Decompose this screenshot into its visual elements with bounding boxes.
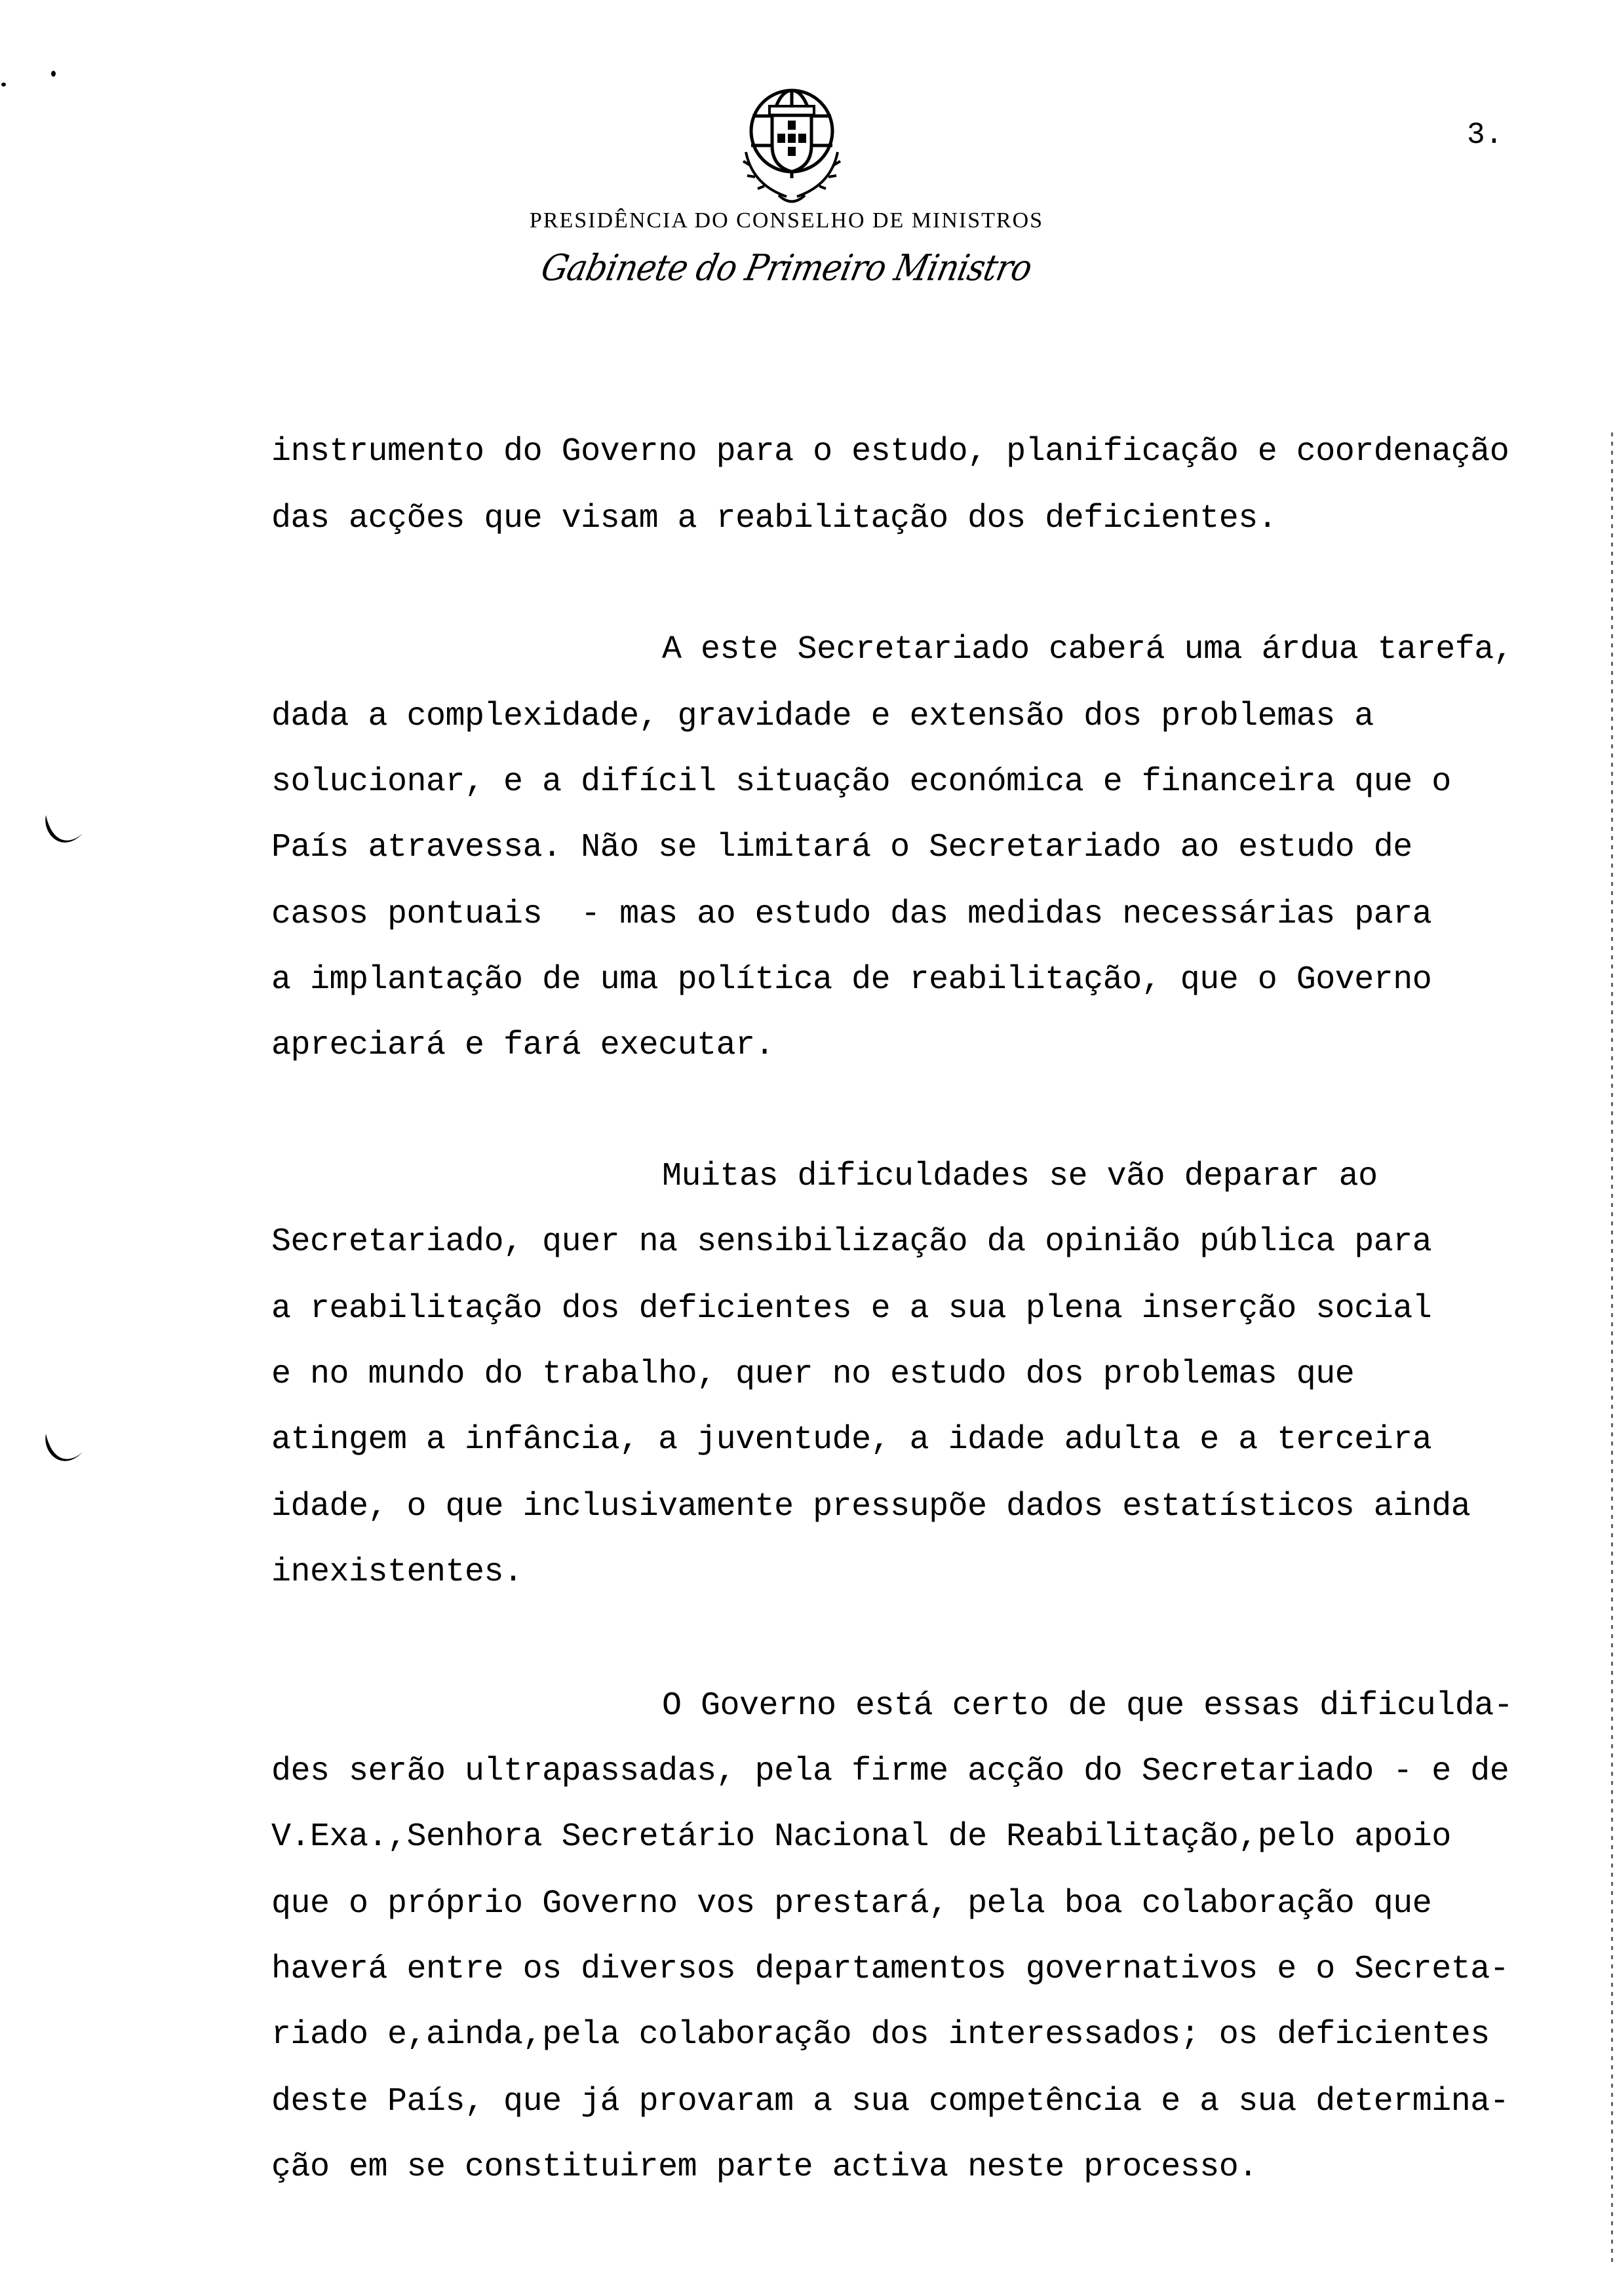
page-number: 3. bbox=[1467, 118, 1504, 152]
text-line: a reabilitação dos deficientes e a sua plena inserção social bbox=[271, 1290, 1432, 1328]
punch-hole-mark-icon bbox=[43, 815, 84, 851]
scan-edge-line bbox=[1611, 432, 1613, 2267]
scan-speck bbox=[1, 83, 6, 86]
text-line: instrumento do Governo para o estudo, planificação e coordenação bbox=[271, 433, 1509, 470]
text-line: inexistentes. bbox=[271, 1554, 523, 1591]
text-line: A este Secretariado caberá uma árdua tarefa, bbox=[662, 631, 1513, 668]
text-line: dada a complexidade, gravidade e extensão dos problemas a bbox=[271, 698, 1374, 735]
text-line: haverá entre os diversos departamentos governativos e o Secreta- bbox=[271, 1951, 1509, 1988]
portuguese-coat-of-arms-icon bbox=[726, 80, 857, 211]
text-line: a implantação de uma política de reabilitação, que o Governo bbox=[271, 961, 1432, 999]
organization-name: PRESIDÊNCIA DO CONSELHO DE MINISTROS bbox=[529, 208, 1044, 233]
text-line: ção em se constituirem parte activa neste processo. bbox=[271, 2149, 1258, 2186]
text-line: Secretariado, quer na sensibilização da opinião pública para bbox=[271, 1223, 1432, 1261]
text-line: casos pontuais - mas ao estudo das medidas necessárias para bbox=[271, 896, 1432, 933]
text-line: País atravessa. Não se limitará o Secretariado ao estudo de bbox=[271, 829, 1412, 866]
text-line: Muitas dificuldades se vão deparar ao bbox=[662, 1158, 1378, 1195]
text-line: V.Exa.,Senhora Secretário Nacional de Reabilitação,pelo apoio bbox=[271, 1818, 1451, 1856]
office-name: Gabinete do Primeiro Ministro bbox=[537, 247, 1036, 289]
text-line: e no mundo do trabalho, quer no estudo dos problemas que bbox=[271, 1356, 1355, 1393]
text-line: solucionar, e a difícil situação económica e financeira que o bbox=[271, 763, 1451, 801]
text-line: O Governo está certo de que essas dificulda- bbox=[662, 1687, 1513, 1725]
text-line: apreciará e fará executar. bbox=[271, 1027, 775, 1064]
text-line: idade, o que inclusivamente pressupõe dados estatísticos ainda bbox=[271, 1488, 1471, 1525]
text-line: atingem a infância, a juventude, a idade adulta e a terceira bbox=[271, 1421, 1432, 1459]
text-line: riado e,ainda,pela colaboração dos interessados; os deficientes bbox=[271, 2016, 1490, 2054]
text-line: des serão ultrapassadas, pela firme acção do Secretariado - e de bbox=[271, 1753, 1509, 1790]
text-line: das acções que visam a reabilitação dos deficientes. bbox=[271, 500, 1277, 537]
text-line: que o próprio Governo vos prestará, pela boa colaboração que bbox=[271, 1885, 1432, 1923]
scan-speck bbox=[51, 71, 56, 77]
punch-hole-mark-icon bbox=[43, 1434, 84, 1469]
text-line: deste País, que já provaram a sua competência e a sua determina- bbox=[271, 2083, 1509, 2120]
